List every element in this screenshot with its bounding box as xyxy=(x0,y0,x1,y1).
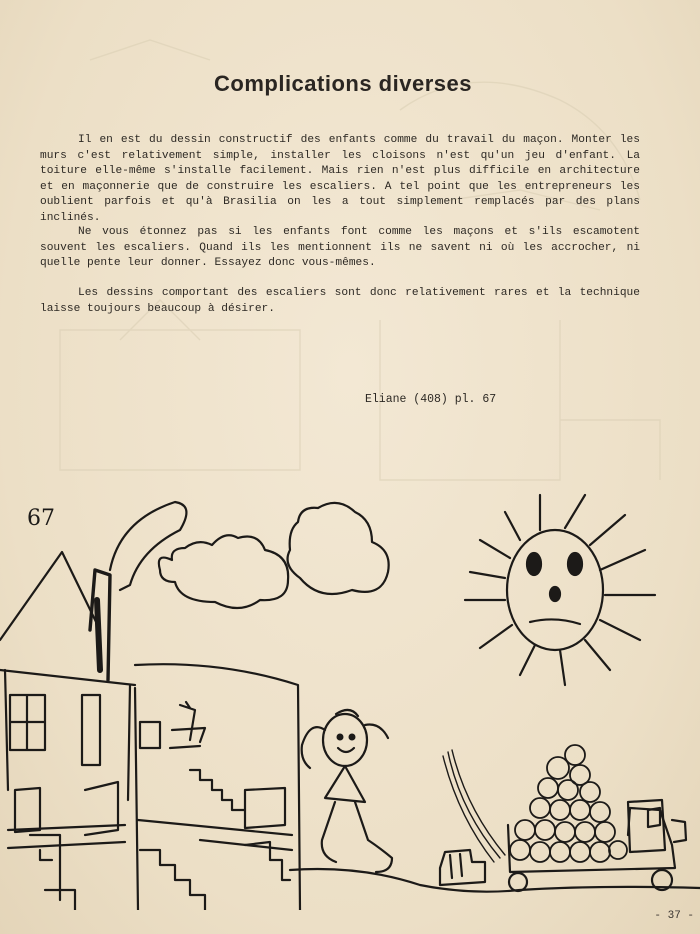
girl-figure-drawing xyxy=(302,710,392,872)
building-with-stairs-drawing xyxy=(135,664,300,910)
child-drawing-plate xyxy=(0,490,700,910)
paragraph-1: Il en est du dessin constructif des enfants comme du travail du maçon. Monter les murs c'est relativement simple, installer les cloisons n'est qu'un jeu d'enfant. La toiture elle-même s'installe facilement. Mais rien n'est plus difficile en architecture et en maçonnerie que de construire les escaliers. A tel point que les entrepreneurs les oublient parfois et qu'à Brasilia on les a tout simplement remplacés par des plans inclinés. xyxy=(40,134,640,224)
plate-number: 67 xyxy=(27,506,55,531)
left-house-drawing xyxy=(0,552,135,910)
page-title: Complications diverses xyxy=(214,70,472,96)
drawing-caption: Eliane (408) pl. 67 xyxy=(365,393,497,406)
clouds-drawing xyxy=(159,503,389,608)
paragraph-2: Ne vous étonnez pas si les enfants font comme les maçons et s'ils escamotent souvent les escaliers. Quand ils les mentionnent ils ne savent ni où les accrocher, ni quelle pente leur donner. Essayez donc vous-mêmes. xyxy=(40,226,640,270)
paragraph-3: Les dessins comportant des escaliers sont donc relativement rares et la technique laisse toujours beaucoup à désirer. xyxy=(40,287,640,315)
small-car-drawing xyxy=(440,850,485,885)
page-number: - 37 - xyxy=(654,910,694,922)
motion-lines-drawing xyxy=(443,750,505,862)
ground-line-drawing xyxy=(290,869,700,892)
fruit-pile-drawing xyxy=(510,745,627,862)
chimney-with-smoke-drawing xyxy=(90,502,186,680)
sun-drawing xyxy=(465,495,655,685)
truck-drawing xyxy=(508,800,686,891)
